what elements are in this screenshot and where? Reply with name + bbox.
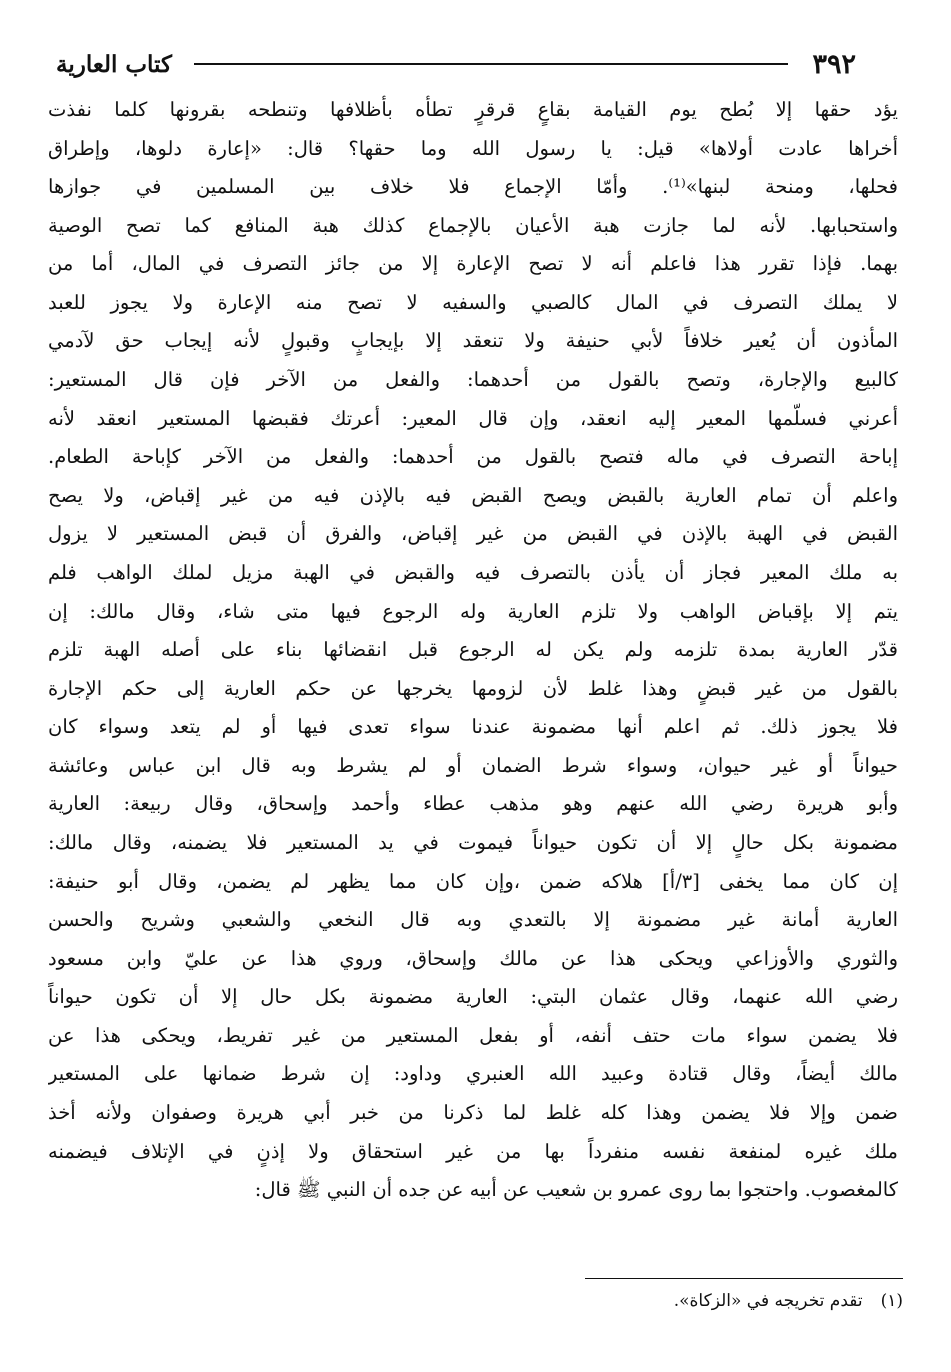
footnote-text: تقدم تخريجه في «الزكاة». xyxy=(673,1291,863,1311)
book-title: كتاب العارية xyxy=(56,50,172,78)
text-line: به ملك المعير فجاز أن يأذن بالتصرف فيه والقبض في الهبة مزيل لملك الواهب فلم xyxy=(48,560,898,584)
text-line: ملك غيره لمنفعة نفسه منفرداً بها من غير استحقاق ولا إذنٍ في الإتلاف فيضمنه xyxy=(48,1139,898,1163)
text-line: وأبو هريرة رضي الله عنهم وهو مذهب عطاء وأحمد وإسحاق، وقال ربيعة: العارية xyxy=(48,792,898,816)
text-line: حيواناً أو غير حيوان، وسواء شرط الضمان أو لم يشرط وبه قال ابن عباس وعائشة xyxy=(48,753,898,777)
text-line: كالمغصوب. واحتجوا بما روى عمرو بن شعيب عن أبيه عن جده أن النبي ﷺ قال: xyxy=(254,1178,898,1202)
text-line: يتم إلا بإقباض الواهب ولا تلزم العارية وله الرجوع فيها متى شاء، وقال مالك: إن xyxy=(48,599,898,623)
text-line: بالقول من غير قبضٍ وهذا غلط لأن لزومها يخرجها عن حكم العارية إلى حكم الإجارة xyxy=(48,676,898,700)
text-line: أخراها عادت أولاها» قيل: يا رسول الله وما حقها؟ قال: «إعارة دلوها، وإطراق xyxy=(48,136,898,160)
text-line: والثوري والأوزاعي ويحكى هذا عن مالك وإسحاق، وروي هذا عن عليّ وابن مسعود xyxy=(48,946,898,970)
header-rule xyxy=(194,63,789,65)
text-line: القبض في الهبة بالإذن في القبض من غير إقباض، والفرق أن قبض المستعير لا يزول xyxy=(48,522,898,546)
text-line: ضمن وإلا فلا يضمن وهذا كله غلط لما ذكرنا من خبر أبي هريرة وصفوان ولأنه أخذ xyxy=(48,1101,898,1125)
text-line: قدّر العارية بمدة تلزمه ولم يكن له الرجوع قبل انقضائها بناء على أصله الهبة تلزم xyxy=(48,638,898,662)
text-line: إن كان مما يخفى [٣/أ] هلاكه ضمن ،وإن كان مما يظهر لم يضمن، وقال أبو حنيفة: xyxy=(48,869,898,893)
text-line: بهما. فإذا تقرر هذا فاعلم أنه لا تصح الإعارة إلا من جائز التصرف في المال، أما من xyxy=(48,252,898,276)
text-line: المأذون أن يُعير خلافاً لأبي حنيفة ولا تنعقد إلا بإيجابٍ وقبولٍ لأنه إيجاب حق لآدمي xyxy=(48,329,898,353)
text-line: رضي الله عنهما، وقال عثمان البتي: العارية مضمونة بكل حال إلا أن تكون حيواناً xyxy=(48,985,898,1009)
footnote-rule xyxy=(585,1278,903,1279)
text-line: مالك أيضاً، وقال قتادة وعبيد الله العنبري وداود: إن شرط ضمانها على المستعير xyxy=(48,1062,898,1086)
main-text xyxy=(48,91,898,1210)
text-line: لا يملك التصرف في المال كالصبي والسفيه لا تصح منه الإعارة ولا يجوز للعبد xyxy=(48,290,898,314)
footnote-number: (١) xyxy=(880,1291,903,1311)
footnote xyxy=(103,1286,903,1316)
text-line: فلا يجوز ذلك. ثم اعلم أنها مضمونة عندنا سواء تعدى فيها أو لم يتعد وسواء كان xyxy=(48,715,898,739)
text-line: يؤد حقها إلا بُطح يوم القيامة بقاعٍ قرقرٍ تطأه بأظلافها وتنطحه بقرونها كلما نفذت xyxy=(48,98,898,121)
text-line: كالبيع والإجارة، وتصح بالقول من أحدهما: والفعل من الآخر فإن قال المستعير: xyxy=(48,368,898,392)
text-line: فلا يضمن سواء مات حتف أنفه، أو بفعل المستعير من غير تفريط، ويحكى هذا عن xyxy=(48,1023,898,1047)
text-line: واعلم أن تمام العارية بالقبض ويصح القبض فيه بالإذن فيه من غير إقباض، ولا يصح xyxy=(48,483,898,507)
text-line: مضمونة بكل حالٍ إلا أن تكون حيواناً فيموت في يد المستعير فلا يضمنه، وقال مالك: xyxy=(48,830,898,854)
text-line: إباحة التصرف في ماله فتصح بالقول من أحدهما: والفعل من الآخر كإباحة الطعام. xyxy=(48,445,898,469)
text-line: فحلها، ومنحة لبنها»⁽¹⁾. وأمّا الإجماع فلا خلاف بين المسلمين في جوازها xyxy=(48,175,898,199)
page-header xyxy=(56,44,856,84)
text-line: العارية أمانة غير مضمونة إلا بالتعدي وبه قال النخعي والشعبي وشريح والحسن xyxy=(48,908,898,932)
text-line: واستحبابها. لأنه لما جازت هبة الأعيان بالإجماع كذلك هبة المنافع كما تصح الوصية xyxy=(48,213,898,237)
page-number: ٣٩٢ xyxy=(812,48,856,80)
text-line: أعرني فسلّمها المعير إليه انعقد، وإن قال المعير: أعرتك فقبضها المستعير انعقد لأنه xyxy=(48,406,898,430)
